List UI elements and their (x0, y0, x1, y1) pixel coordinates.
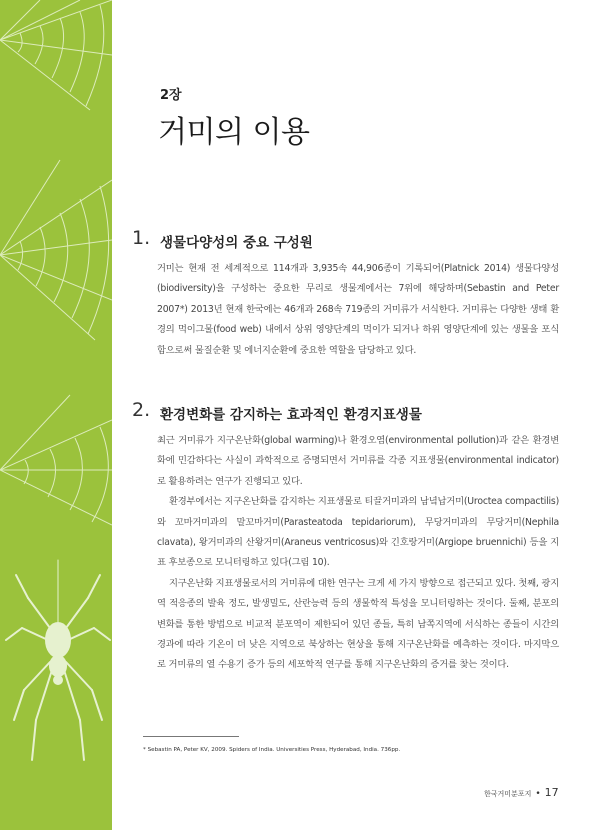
spider-web-middle (0, 160, 112, 340)
paragraph: 지구온난화 지표생물로서의 거미류에 대한 연구는 크게 세 가지 방향으로 접근되고 있다. 첫째, 광지역 적응종의 발육 정도, 발생밀도, 산란능력 등의 생물학적 특성을 모니터링하는 것이다. 둘째, 분포의 변화를 통한 방법으로 비교적 분포역이 제한되어 있던 종들, 특히 남쪽지역에 서식하는 종들이 시간의 경과에 따라 기온이 더 낮은 지역으로 북상하는 현상을 통해 지구온난화를 예측하는 것이다. 마지막으로 거미류의 열 수용기 증가 등의 세포학적 연구를 통해 지구온난화의 증거를 찾는 것이다. (157, 577, 559, 671)
decorative-sidebar (0, 0, 112, 830)
page-footer (484, 786, 559, 799)
paragraph: 최근 거미류가 지구온난화(global warming)나 환경오염(environmental pollution)과 같은 환경변화에 민감하다는 사실이 과학적으로 증명되면서 거미류를 각종 지표생물(environmental indicator)로 활용하려는 연구가 진행되고 있다. (157, 435, 559, 487)
spider-web-lower (0, 395, 112, 525)
section-1-number: 1. (132, 227, 151, 249)
page-number: 17 (544, 786, 559, 799)
chapter-number: 2장 (160, 88, 182, 103)
separator-dot: • (535, 789, 541, 799)
spider-web-top (0, 0, 112, 110)
spider-web-illustration (0, 0, 112, 830)
spider-icon (6, 560, 110, 760)
footnote-divider (143, 736, 239, 737)
section-1-title: 생물다양성의 중요 구성원 (160, 235, 313, 251)
chapter-title: 거미의 이용 (158, 115, 310, 150)
footnote: * Sebastin PA, Peter KV, 2009. Spiders of India. Universities Press, Hyderabad, India. 736pp. (143, 747, 401, 753)
section-1-body (157, 259, 559, 361)
publication-name: 한국거미분포지 (484, 790, 532, 798)
paragraph: 환경부에서는 지구온난화를 감지하는 지표생물로 티끌거미과의 남녘납거미(Uroctea compactilis)와 꼬마거미과의 말꼬마거미(Parasteatoda tepidariorum), 무당거미과의 무당거미(Nephila clavata), 왕거미과의 산왕거미(Araneus ventricosus)와 긴호랑거미(Argiope bruennichi) 등을 지표 후보종으로 모니터링하고 있다(그림 10). (157, 496, 559, 569)
section-2-number: 2. (132, 399, 151, 421)
section-2-body (157, 431, 559, 676)
section-2-title: 환경변화를 감지하는 효과적인 환경지표생물 (160, 407, 422, 423)
paragraph: 거미는 현재 전 세계적으로 114개과 3,935속 44,906종이 기록되어(Platnick 2014) 생물다양성(biodiversity)을 구성하는 중요한 무리로 생물계에서는 7위에 해당하며(Sebastin and Peter 2007*) 2013년 현재 한국에는 46개과 268속 719종의 거미류가 서식한다. 거미류는 다양한 생태 환경의 먹이그물(food web) 내에서 상위 영양단계의 먹이가 되거나 하위 영양단계에 있는 생물을 포식함으로써 물질순환 및 에너지순환에 중요한 역할을 담당하고 있다. (157, 263, 559, 356)
